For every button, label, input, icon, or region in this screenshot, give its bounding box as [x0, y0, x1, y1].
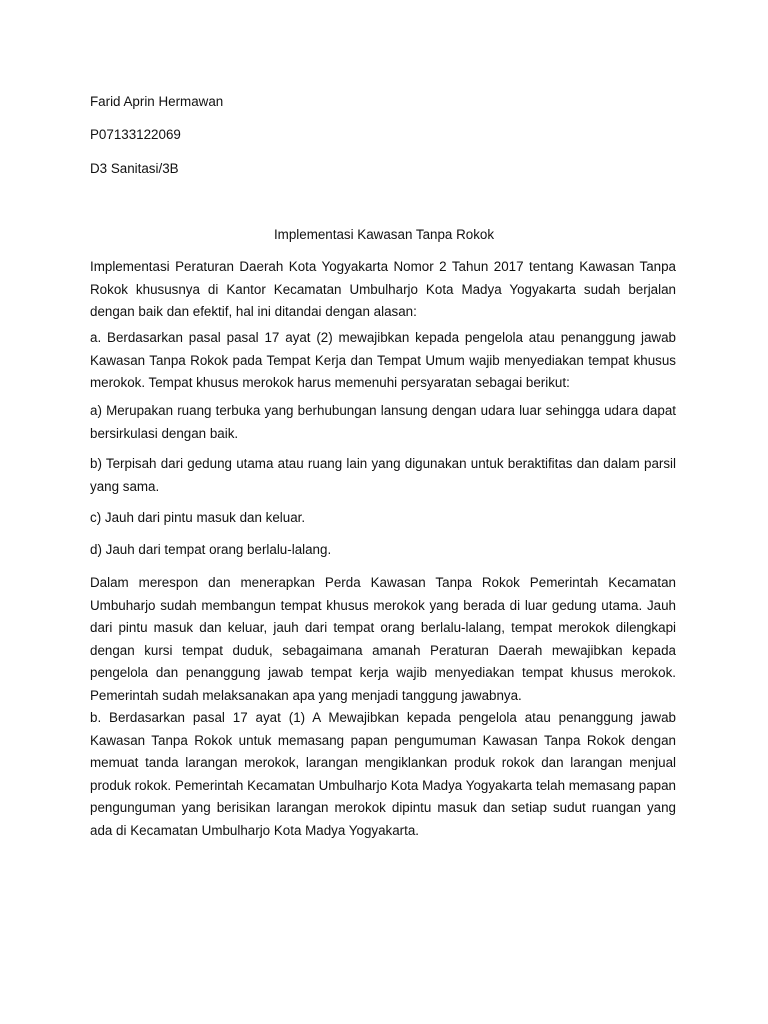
author-name: Farid Aprin Hermawan: [90, 94, 224, 109]
intro-paragraph: Implementasi Peraturan Daerah Kota Yogyakarta Nomor 2 Tahun 2017 tentang Kawasan Tanpa Rokok khususnya di Kantor Kecamatan Umbulharjo Kota Madya Yogyakarta sudah berjalan dengan baik dan efektif, hal ini ditandai dengan alasan:: [90, 259, 676, 319]
requirement-a-item: a) Merupakan ruang terbuka yang berhubungan lansung dengan udara luar sehingga udara dapat bersirkulasi dengan baik.: [90, 403, 676, 441]
class-label: D3 Sanitasi/3B: [90, 161, 179, 176]
requirement-c-item: c) Jauh dari pintu masuk dan keluar.: [90, 510, 306, 525]
point-b-paragraph: b. Berdasarkan pasal 17 ayat (1) A Mewajibkan kepada pengelola atau penanggung jawab Kawasan Tanpa Rokok untuk memasang papan pengumuman Kawasan Tanpa Rokok dengan memuat tanda larangan merokok, larangan mengiklankan produk rokok dan larangan menjual produk rokok. Pemerintah Kecamatan Umbulharjo Kota Madya Yogyakarta telah memasang papan pengunguman yang berisikan larangan merokok dipintu masuk dan setiap sudut ruangan yang ada di Kecamatan Umbulharjo Kota Madya Yogyakarta.: [90, 710, 676, 838]
student-id: P07133122069: [90, 127, 181, 142]
point-a-paragraph: a. Berdasarkan pasal pasal 17 ayat (2) mewajibkan kepada pengelola atau penanggung jawab Kawasan Tanpa Rokok pada Tempat Kerja dan Tempat Umum wajib menyediakan tempat khusus merokok. Tempat khusus merokok harus memenuhi persyaratan sebagai berikut:: [90, 330, 676, 390]
response-paragraph: Dalam merespon dan menerapkan Perda Kawasan Tanpa Rokok Pemerintah Kecamatan Umbuharjo sudah membangun tempat khusus merokok yang berada di luar gedung utama. Jauh dari pintu masuk dan keluar, jauh dari tempat orang berlalu-lalang, tempat merokok dilengkapi dengan kursi tempat duduk, sebagaimana amanah Peraturan Daerah mewajibkan kepada pengelola dan penanggung jawab tempat kerja wajib menyediakan tempat khusus merokok. Pemerintah sudah melaksanakan apa yang menjadi tanggung jawabnya.: [90, 575, 676, 703]
document-title: Implementasi Kawasan Tanpa Rokok: [273, 227, 495, 242]
requirement-b-item: b) Terpisah dari gedung utama atau ruang lain yang digunakan untuk beraktifitas dan dalam parsil yang sama.: [90, 456, 676, 494]
requirement-d-item: d) Jauh dari tempat orang berlalu-lalang.: [90, 542, 332, 557]
